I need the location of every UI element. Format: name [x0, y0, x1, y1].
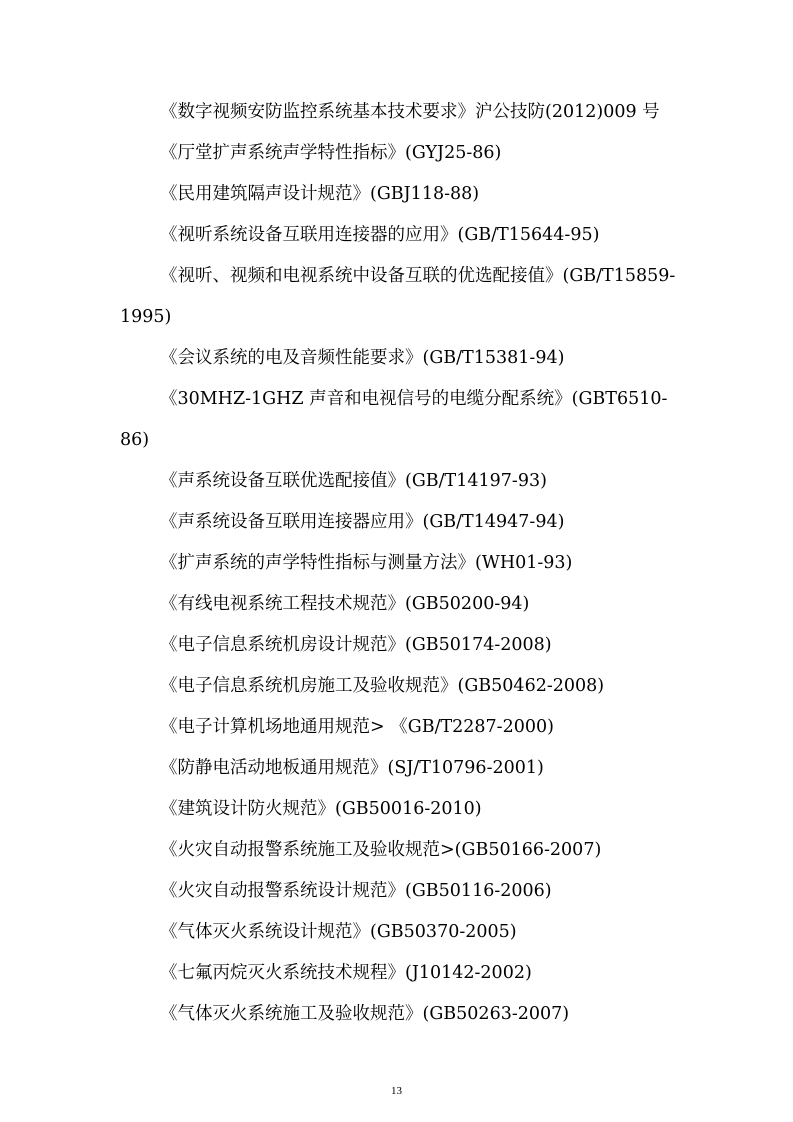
reference-item: 《视听、视频和电视系统中设备互联的优选配接值》(GB/T15859-1995) — [120, 266, 676, 327]
reference-item: 《会议系统的电及音频性能要求》(GB/T15381-94) — [160, 348, 565, 368]
reference-item: 《电子信息系统机房施工及验收规范》(GB50462-2008) — [160, 676, 605, 696]
reference-item: 《厅堂扩声系统声学特性指标》(GYJ25-86) — [160, 143, 502, 163]
reference-item: 《视听系统设备互联用连接器的应用》(GB/T15644-95) — [160, 225, 600, 245]
reference-item: 《防静电活动地板通用规范》(SJ/T10796-2001) — [160, 758, 544, 778]
reference-item: 《电子信息系统机房设计规范》(GB50174-2008) — [160, 635, 552, 655]
reference-item: 《气体灭火系统施工及验收规范》(GB50263-2007) — [160, 1004, 570, 1024]
reference-item: 《火灾自动报警系统施工及验收规范>(GB50166-2007) — [160, 840, 602, 860]
reference-item: 《电子计算机场地通用规范> 《GB/T2287-2000) — [160, 717, 554, 737]
reference-list — [120, 92, 680, 1035]
reference-item: 《声系统设备互联优选配接值》(GB/T14197-93) — [160, 471, 547, 491]
reference-item: 《扩声系统的声学特性指标与测量方法》(WH01-93) — [160, 553, 573, 573]
reference-item: 《30MHZ-1GHZ 声音和电视信号的电缆分配系统》(GBT6510-86) — [120, 389, 668, 450]
reference-item: 《气体灭火系统设计规范》(GB50370-2005) — [160, 922, 517, 942]
reference-item: 《声系统设备互联用连接器应用》(GB/T14947-94) — [160, 512, 565, 532]
reference-item: 《建筑设计防火规范》(GB50016-2010) — [160, 799, 482, 819]
reference-item: 《民用建筑隔声设计规范》(GBJ118-88) — [160, 184, 480, 204]
reference-item: 《火灾自动报警系统设计规范》(GB50116-2006) — [160, 881, 552, 901]
reference-item: 《有线电视系统工程技术规范》(GB50200-94) — [160, 594, 530, 614]
page-number: 13 — [391, 1085, 402, 1097]
reference-item: 《七氟丙烷灭火系统技术规程》(J10142-2002) — [160, 963, 532, 983]
reference-item: 《数字视频安防监控系统基本技术要求》沪公技防(2012)009 号 — [160, 102, 660, 122]
